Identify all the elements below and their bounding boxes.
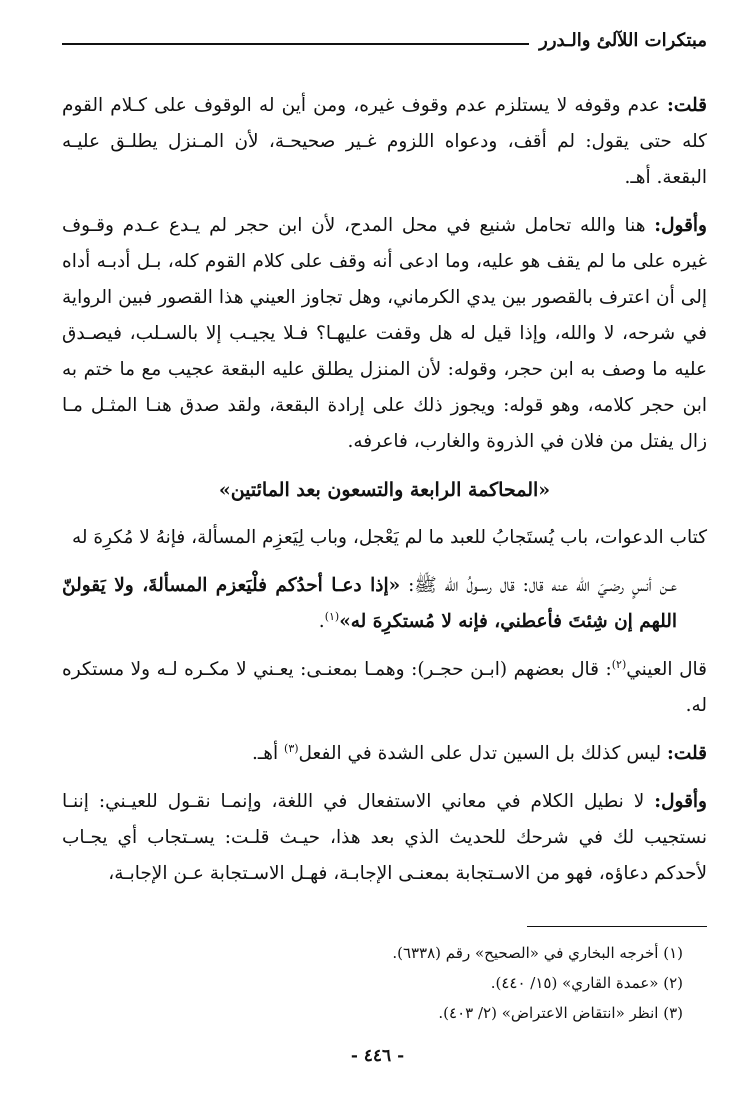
footnote-ref-2: (٢)	[611, 657, 627, 671]
footnote-1: (١) أخرجه البخاري في «الصحيح» رقم (٦٣٣٨).	[392, 944, 683, 962]
paragraph-qultu	[62, 736, 707, 772]
main-text	[62, 88, 707, 892]
footnote-ref-3: (٣)	[284, 741, 299, 755]
header-rule	[62, 43, 529, 45]
paragraph-qultu-a: ليس كذلك بل السين تدل على الشدة في الفعل	[298, 743, 668, 764]
paragraph-aini-b: : قال بعضهم (ابـن حجـر): وهمـا بمعنـى: يعـني لا مكـره لـه ولا مستكره له.	[62, 659, 707, 716]
paragraph-qultu-lead: قلت:	[667, 743, 707, 764]
paragraph-2-lead: وأقول:	[654, 215, 707, 236]
chapter-title: كتاب الدعوات، باب يُستَجابُ للعبد ما لم يَعْجل، وباب لِيَعزِم المسألة، فإنهُ لا مُكرِهَ له	[71, 527, 707, 548]
header-title: مبتكرات اللآلئ والـدرر	[539, 30, 707, 51]
paragraph-1	[62, 88, 707, 196]
footnote-separator	[527, 926, 707, 927]
footnotes	[62, 938, 683, 1028]
footnote-2: (٢) «عمدة القاري» (١٥/ ٤٤٠).	[490, 974, 683, 992]
hadith-text	[62, 568, 707, 640]
running-header	[62, 30, 707, 51]
hadith-intro: عـن أنسٍ رضـيَ الله عنه قال: قال رسـولُ الله ﷺ:	[400, 575, 678, 596]
paragraph-final-text: لا نطيل الكلام في معاني الاستفعال في اللغة، وإنمـا نقـول للعيـني: إننـا نستجيب لك في شرحك للحديث الذي بعد هذا، حيـث قلـت: يسـتجاب أي يجـاب لأحدكم دعاؤه، فهو من الاسـتجابة بمعنـى الإجابـة، فهـل الاسـتجابة عـن الإجابـة،	[62, 791, 707, 884]
paragraph-2	[62, 208, 707, 460]
footnote-3: (٣) انظر «انتقاض الاعتراض» (٢/ ٤٠٣).	[438, 1004, 683, 1022]
hadith-quote: «إذا دعـا أحدُكم فلْيَعزم المسألةَ، ولا يَقولنّ اللهم إن شِئتَ فأعطني، فإنه لا مُستكرِهَ له»	[62, 575, 677, 632]
paragraph-aini	[62, 652, 707, 724]
page-number: - ٤٤٦ -	[350, 1046, 405, 1066]
paragraph-1-text: عدم وقوفه لا يستلزم عدم وقوف غيره، ومن أين له الوقوف على كـلام القوم كله حتى يقول: لم أقف، ودعواه اللزوم غـير صحيحـة، لأن المـنزل يطلـق عليـه البقعة. أهـ.	[62, 95, 707, 188]
hadith-end: .	[318, 611, 325, 632]
paragraph-final-lead: وأقول:	[654, 791, 707, 812]
paragraph-1-lead: قلت:	[667, 95, 707, 116]
paragraph-aini-a: قال العيني	[626, 659, 707, 680]
section-heading: «المحاكمة الرابعة والتسعون بعد المائتين»	[218, 479, 551, 501]
footnote-ref-1: (١)	[324, 609, 340, 623]
paragraph-2-text: هنا والله تحامل شنيع في محل المدح، لأن ابن حجر لم يـدع عـدم وقـوف غيره على ما لم يقف هو عليه، وما ادعى أنه وقف على كلام القوم كله، بـل أدبـه أداه إلى أن اعترف بالقصور بين يدي الكرماني، وهل تجاوز العيني هذا القصور فبين الرواية في شرحه، لا والله، وإذا قيل له هل وقفت عليهـا؟ فـلا يجيـب إلا بالسـلب، فيصـدق عليه ما وصف به ابن حجر، وقوله: لأن المنزل يطلق عليه البقعة عجيب مع ما ختم به ابن حجر كلامه، وهو قوله: ويجوز ذلك على إرادة البقعة، ولقد صدق هنـا المثـل مـا زال يفتل من فلان في الذروة والغارب، فاعرفه.	[62, 215, 707, 452]
paragraph-qultu-b: أهـ.	[251, 743, 285, 764]
paragraph-final	[62, 784, 707, 892]
